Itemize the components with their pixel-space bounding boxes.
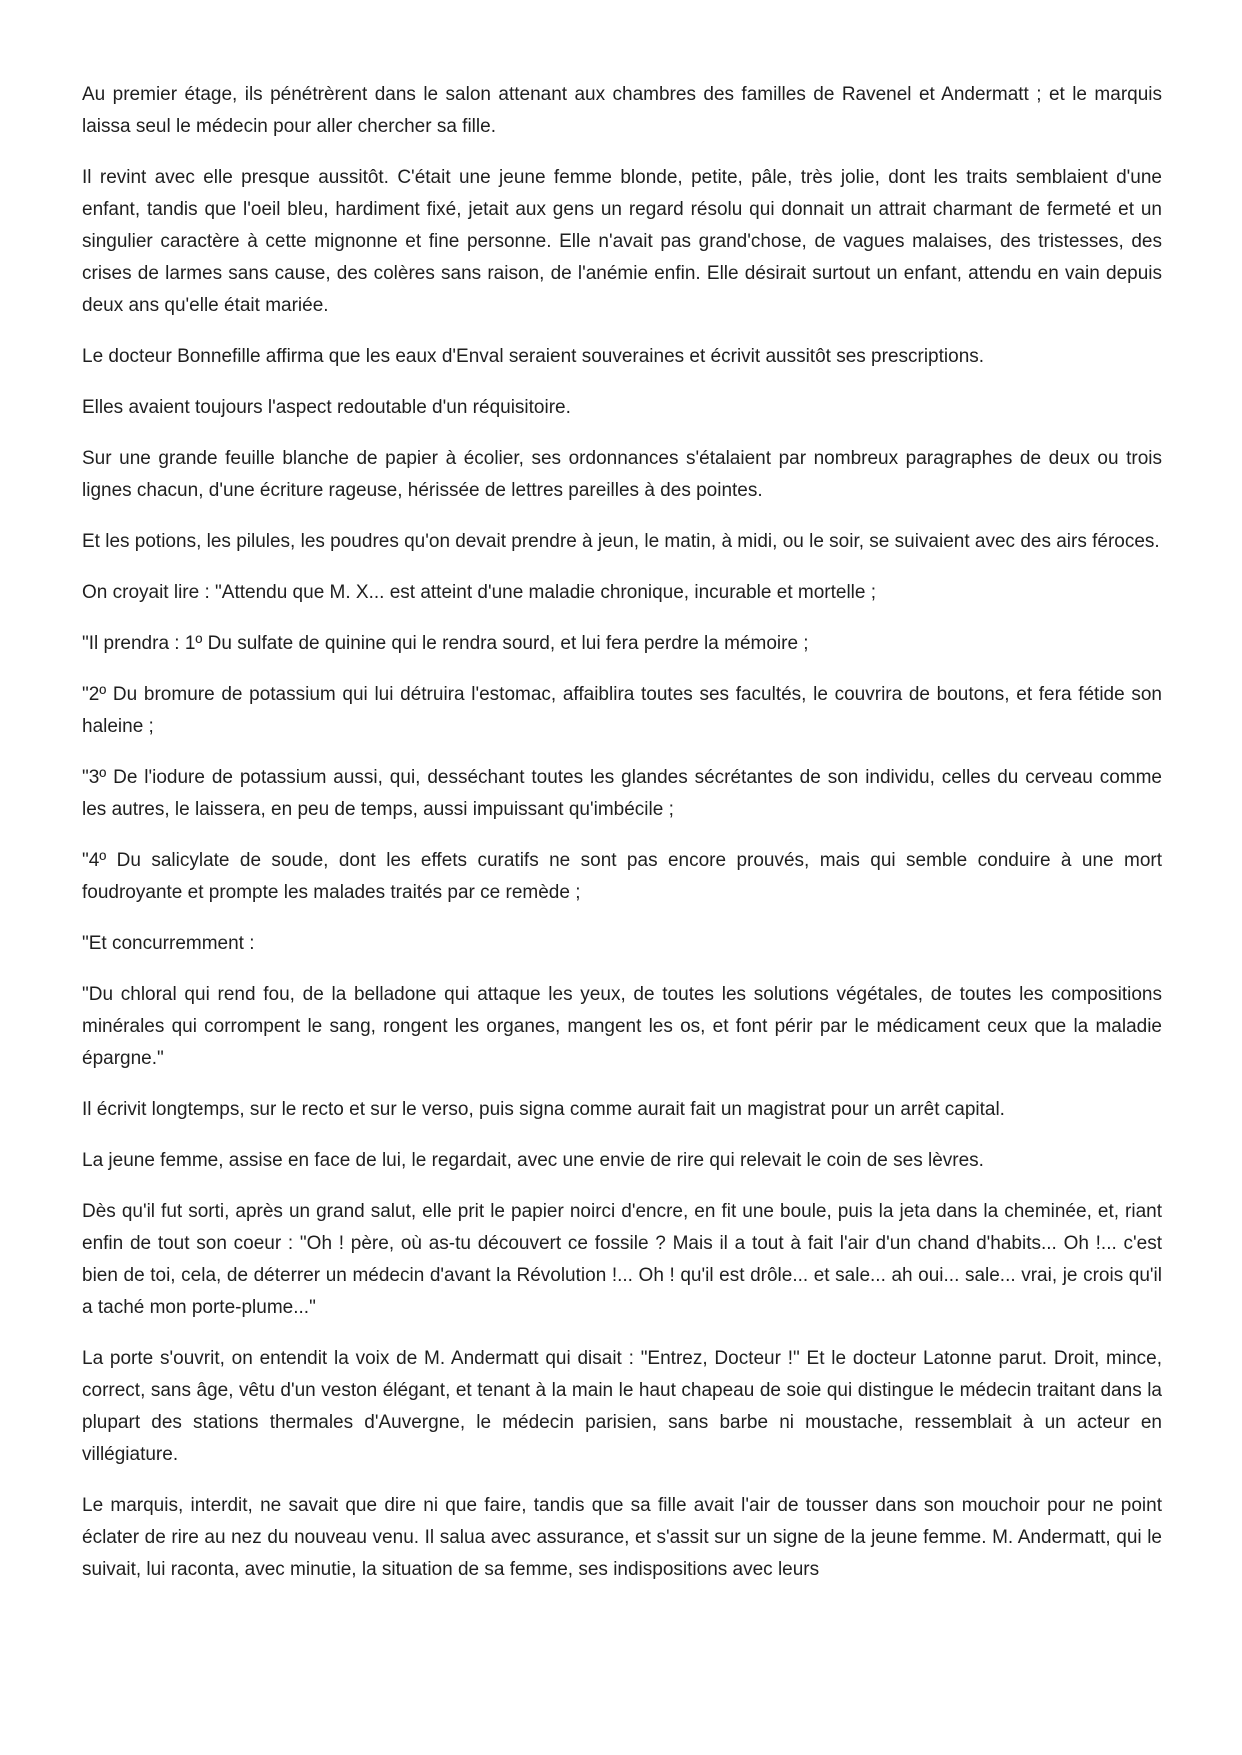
paragraph-3: Le docteur Bonnefille affirma que les eaux d'Enval seraient souveraines et écrivit aussitôt ses prescriptions. [82, 346, 985, 367]
paragraph-11: "4º Du salicylate de soude, dont les effets curatifs ne sont pas encore prouvés, mais qui semble conduire à une mort foudroyante et prompte les malades traités par ce remède ; [82, 850, 1162, 903]
paragraph-6: Et les potions, les pilules, les poudres qu'on devait prendre à jeun, le matin, à midi, ou le soir, se suivaient avec des airs féroces. [82, 531, 1160, 552]
paragraph-12: "Et concurremment : [82, 933, 255, 954]
paragraph-17: La porte s'ouvrit, on entendit la voix de M. Andermatt qui disait : "Entrez, Docteur !" Et le docteur Latonne parut. Droit, mince, correct, sans âge, vêtu d'un veston élégant, et tenant à la main le haut chapeau de soie qui distingue le médecin traitant dans la plupart des stations thermales d'Auvergne, le médecin parisien, sans barbe ni moustache, ressemblait à un acteur en villégiature. [82, 1348, 1162, 1465]
paragraph-8: "Il prendra : 1º Du sulfate de quinine qui le rendra sourd, et lui fera perdre la mémoire ; [82, 633, 809, 654]
paragraph-7: On croyait lire : "Attendu que M. X... est atteint d'une maladie chronique, incurable et mortelle ; [82, 582, 877, 603]
paragraph-10: "3º De l'iodure de potassium aussi, qui, desséchant toutes les glandes sécrétantes de son individu, celles du cerveau comme les autres, le laissera, en peu de temps, aussi impuissant qu'imbécile ; [82, 767, 1162, 820]
paragraph-1: Au premier étage, ils pénétrèrent dans le salon attenant aux chambres des familles de Ravenel et Andermatt ; et le marquis laissa seul le médecin pour aller chercher sa fille. [82, 84, 1162, 137]
paragraph-13: "Du chloral qui rend fou, de la belladone qui attaque les yeux, de toutes les solutions végétales, de toutes les compositions minérales qui corrompent le sang, rongent les organes, mangent les os, et font périr par le médicament ceux que la maladie épargne." [82, 984, 1162, 1069]
paragraph-18: Le marquis, interdit, ne savait que dire ni que faire, tandis que sa fille avait l'air de tousser dans son mouchoir pour ne point éclater de rire au nez du nouveau venu. Il salua avec assurance, et s'assit sur un signe de la jeune femme. M. Andermatt, qui le suivait, lui raconta, avec minutie, la situation de sa femme, ses indispositions avec leurs [82, 1495, 1162, 1580]
paragraph-16: Dès qu'il fut sorti, après un grand salut, elle prit le papier noirci d'encre, en fit une boule, puis la jeta dans la cheminée, et, riant enfin de tout son coeur : "Oh ! père, où as-tu découvert ce fossile ? Mais il a tout à fait l'air d'un chand d'habits... Oh !... c'est bien de toi, cela, de déterrer un médecin d'avant la Révolution !... Oh ! qu'il est drôle... et sale... ah oui... sale... vrai, je crois qu'il a taché mon porte-plume..." [82, 1201, 1162, 1318]
paragraph-4: Elles avaient toujours l'aspect redoutable d'un réquisitoire. [82, 397, 571, 418]
paragraph-9: "2º Du bromure de potassium qui lui détruira l'estomac, affaiblira toutes ses facultés, le couvrira de boutons, et fera fétide son haleine ; [82, 684, 1162, 737]
paragraph-5: Sur une grande feuille blanche de papier à écolier, ses ordonnances s'étalaient par nombreux paragraphes de deux ou trois lignes chacun, d'une écriture rageuse, hérissée de lettres pareilles à des pointes. [82, 448, 1162, 501]
paragraph-2: Il revint avec elle presque aussitôt. C'était une jeune femme blonde, petite, pâle, très jolie, dont les traits semblaient d'une enfant, tandis que l'oeil bleu, hardiment fixé, jetait aux gens un regard résolu qui donnait un attrait charmant de fermeté et un singulier caractère à cette mignonne et fine personne. Elle n'avait pas grand'chose, de vagues malaises, des tristesses, des crises de larmes sans cause, des colères sans raison, de l'anémie enfin. Elle désirait surtout un enfant, attendu en vain depuis deux ans qu'elle était mariée. [82, 167, 1162, 316]
paragraph-14: Il écrivit longtemps, sur le recto et sur le verso, puis signa comme aurait fait un magistrat pour un arrêt capital. [82, 1099, 1005, 1120]
document-body [82, 79, 1162, 1605]
paragraph-15: La jeune femme, assise en face de lui, le regardait, avec une envie de rire qui relevait le coin de ses lèvres. [82, 1150, 984, 1171]
